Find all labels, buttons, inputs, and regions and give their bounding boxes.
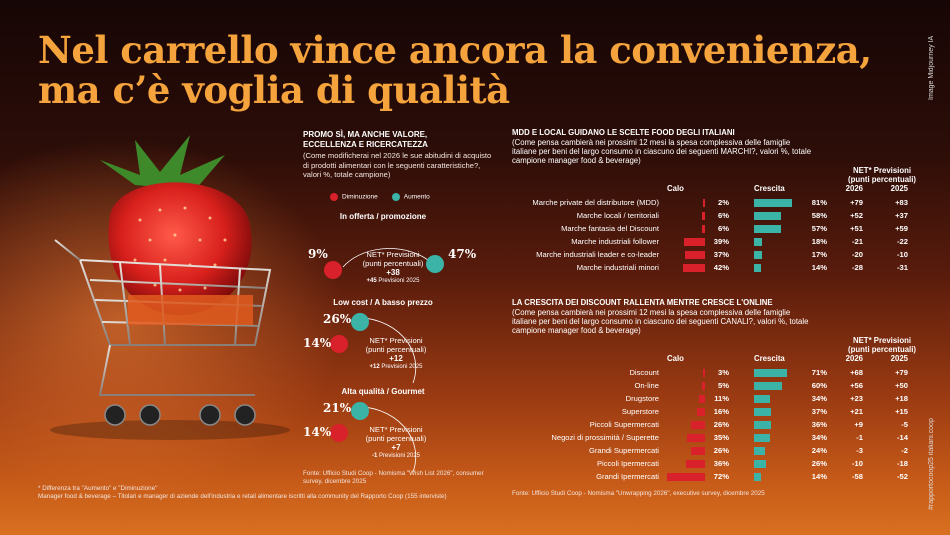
down-percent: 14% <box>303 425 332 439</box>
calo-value: 26% <box>713 446 729 455</box>
chart-title: MDD E LOCAL GUIDANO LE SCELTE FOOD DEGLI ITALIANI <box>512 128 735 137</box>
calo-bar <box>691 421 705 429</box>
row-label: Marche locali / territoriali <box>576 211 659 220</box>
crescita-value: 26% <box>811 459 827 468</box>
net-label: NET* Previsioni (punti percentuali) <box>365 425 427 443</box>
calo-bar <box>702 382 705 390</box>
row-label: Discount <box>629 368 659 377</box>
crescita-value: 71% <box>811 368 827 377</box>
promo-dial <box>303 387 493 477</box>
net-2025-value: +79 <box>895 368 908 377</box>
promo-dial <box>303 298 493 388</box>
table-row <box>512 222 922 235</box>
crescita-bar <box>754 238 762 246</box>
calo-value: 72% <box>713 472 729 481</box>
crescita-bar <box>754 473 761 481</box>
dial-label: In offerta / promozione <box>339 212 427 221</box>
calo-bar-track <box>667 212 705 220</box>
calo-bar <box>703 369 705 377</box>
table-row <box>512 392 922 405</box>
crescita-value: 37% <box>811 407 827 416</box>
legend-up: Aumento <box>392 193 430 201</box>
crescita-value: 17% <box>811 250 827 259</box>
crescita-value: 14% <box>811 263 827 272</box>
net-2025-value: -10 <box>897 250 908 259</box>
net-subtitle: (punti percentuali) <box>847 175 916 184</box>
net-2026-value: +51 <box>850 224 863 233</box>
table-row <box>512 196 922 209</box>
net-2026-value: +79 <box>850 198 863 207</box>
net-2026-value: +68 <box>850 368 863 377</box>
net-2026-value: +52 <box>850 211 863 220</box>
legend-down: Diminuzione <box>330 193 378 201</box>
calo-bar-track <box>667 460 705 468</box>
promo-legend <box>330 193 430 201</box>
calo-bar-track <box>667 238 705 246</box>
promo-source: Fonte: Ufficio Studi Coop - Nomisma "Wish List 2026", consumer survey, dicembre 2025 <box>303 470 484 485</box>
crescita-header: Crescita <box>754 354 785 363</box>
down-percent: 14% <box>303 336 332 350</box>
year-2026-header: 2026 <box>845 184 863 193</box>
crescita-value: 81% <box>811 198 827 207</box>
row-label: Marche fantasia del Discount <box>561 224 659 233</box>
crescita-bar <box>754 199 792 207</box>
calo-value: 37% <box>713 250 729 259</box>
page-title: Nel carrello vince ancora la convenienza, ma c’è voglia di qualità <box>38 28 872 112</box>
calo-value: 6% <box>718 224 729 233</box>
strawberry-cart-illustration <box>40 130 300 450</box>
crescita-value: 14% <box>811 472 827 481</box>
table-row <box>512 209 922 222</box>
calo-bar <box>691 447 705 455</box>
calo-value: 16% <box>713 407 729 416</box>
calo-value: 3% <box>718 368 729 377</box>
chart-title: LA CRESCITA DEI DISCOUNT RALLENTA MENTRE CRESCE L'ONLINE <box>512 298 773 307</box>
row-label: Superstore <box>621 407 659 416</box>
calo-bar <box>686 460 705 468</box>
up-percent: 21% <box>323 401 352 415</box>
net-label: NET* Previsioni (punti percentuali) <box>362 250 424 268</box>
chart-subtitle: (Come pensa cambierà nei prossimi 12 mesi la spesa complessiva delle famiglie italiane per beni del largo consumo in ciascuno dei seguenti CANALI?, valori %, totale campione manager food & beverage) <box>512 308 809 335</box>
net-2026-value: +56 <box>850 381 863 390</box>
dial-label: Alta qualità / Gourmet <box>341 387 425 396</box>
net-2026-value: +21 <box>850 407 863 416</box>
net-2026-value: -3 <box>856 446 863 455</box>
side-brand: #rapportocoop25 italiani.coop <box>928 418 935 510</box>
crescita-value: 57% <box>811 224 827 233</box>
calo-bar <box>685 251 705 259</box>
promo-section-header: PROMO SÌ, MA ANCHE VALORE, ECCELLENZA E RICERCATEZZA (Come modificherai nel 2026 le sue abitudini di acquisto di prodotti alimentari con le seguenti caratteristiche?, valori %, totale campione) <box>303 130 492 179</box>
row-label: Marche private del distributore (MDD) <box>532 198 659 207</box>
crescita-value: 34% <box>811 433 827 442</box>
calo-bar <box>697 408 705 416</box>
crescita-bar <box>754 251 762 259</box>
net-2025-value: -31 <box>897 263 908 272</box>
calo-value: 26% <box>713 420 729 429</box>
net-previous: +12 Previsioni 2025 <box>369 364 423 370</box>
net-2025-value: +15 <box>895 407 908 416</box>
calo-header: Calo <box>667 354 684 363</box>
image-credit: Image Midjourney IA <box>928 35 935 100</box>
crescita-bar <box>754 212 781 220</box>
calo-bar-track <box>667 408 705 416</box>
crescita-value: 18% <box>811 237 827 246</box>
crescita-bar <box>754 225 781 233</box>
calo-bar-track <box>667 473 705 481</box>
row-label: Negozi di prossimità / Superette <box>551 433 659 442</box>
down-dot <box>324 261 342 279</box>
up-dot <box>351 313 369 331</box>
crescita-value: 34% <box>811 394 827 403</box>
up-dot <box>351 402 369 420</box>
channels-chart <box>512 298 922 488</box>
row-label: On-line <box>634 381 659 390</box>
net-2026-value: -28 <box>852 263 863 272</box>
row-label: Grandi Supermercati <box>588 446 659 455</box>
calo-bar-track <box>667 434 705 442</box>
net-2025-value: -2 <box>901 446 908 455</box>
crescita-bar <box>754 264 761 272</box>
net-2025-value: -5 <box>901 420 908 429</box>
table-row <box>512 431 922 444</box>
table-row <box>512 457 922 470</box>
net-value: +12 <box>389 354 403 363</box>
table-row <box>512 444 922 457</box>
calo-bar-track <box>667 382 705 390</box>
up-percent: 47% <box>448 247 477 261</box>
footnote: * Differenza tra "Aumento" e "Diminuzione" Manager food & beverage – Titolari e manager di aziende dell'industria e retail alimentare iscritti alla community del Rapporto Coop (155 interviste) <box>38 485 447 500</box>
calo-bar <box>667 473 705 481</box>
table-row <box>512 418 922 431</box>
net-2026-value: -21 <box>852 237 863 246</box>
calo-bar-track <box>667 251 705 259</box>
calo-bar-track <box>667 421 705 429</box>
calo-bar-track <box>667 264 705 272</box>
crescita-bar <box>754 447 765 455</box>
calo-value: 35% <box>713 433 729 442</box>
crescita-bar <box>754 460 766 468</box>
row-label: Piccoli Ipermercati <box>596 459 659 468</box>
down-dot <box>330 335 348 353</box>
net-2025-value: +50 <box>895 381 908 390</box>
down-percent: 9% <box>308 247 328 261</box>
calo-bar-track <box>667 447 705 455</box>
calo-bar-track <box>667 369 705 377</box>
up-percent: 26% <box>323 312 352 326</box>
net-previous: -1 Previsioni 2025 <box>371 453 421 459</box>
row-label: Piccoli Supermercati <box>589 420 659 429</box>
calo-bar-track <box>667 225 705 233</box>
net-title: NET* Previsioni <box>852 336 912 345</box>
crescita-value: 60% <box>811 381 827 390</box>
dial-label: Low cost / A basso prezzo <box>333 298 433 307</box>
net-2026-value: +23 <box>850 394 863 403</box>
calo-bar <box>699 395 705 403</box>
calo-bar <box>702 225 705 233</box>
net-2025-value: -18 <box>897 459 908 468</box>
crescita-value: 36% <box>811 420 827 429</box>
calo-value: 36% <box>713 459 729 468</box>
net-value: +38 <box>386 268 400 277</box>
table-row <box>512 235 922 248</box>
calo-header: Calo <box>667 184 684 193</box>
crescita-bar <box>754 421 771 429</box>
year-2026-header: 2026 <box>845 354 863 363</box>
brands-chart <box>512 128 922 278</box>
table-row <box>512 366 922 379</box>
net-2026-value: -1 <box>856 433 863 442</box>
calo-bar <box>683 264 705 272</box>
crescita-bar <box>754 369 787 377</box>
net-2025-value: +37 <box>895 211 908 220</box>
calo-bar-track <box>667 199 705 207</box>
net-2026-value: +9 <box>854 420 863 429</box>
calo-value: 5% <box>718 381 729 390</box>
year-2025-header: 2025 <box>890 184 908 193</box>
row-label: Grandi Ipermercati <box>596 472 659 481</box>
net-value: +7 <box>391 443 401 452</box>
net-2025-value: +83 <box>895 198 908 207</box>
net-subtitle: (punti percentuali) <box>847 345 916 354</box>
net-previous: +45 Previsioni 2025 <box>366 278 420 284</box>
table-row <box>512 470 922 483</box>
row-label: Drugstore <box>625 394 659 403</box>
calo-value: 42% <box>713 263 729 272</box>
calo-value: 11% <box>714 394 729 403</box>
calo-value: 39% <box>713 237 729 246</box>
calo-value: 2% <box>718 198 729 207</box>
year-2025-header: 2025 <box>890 354 908 363</box>
net-2025-value: +59 <box>895 224 908 233</box>
net-2025-value: -14 <box>897 433 908 442</box>
net-2026-value: -20 <box>852 250 863 259</box>
row-label: Marche industriali leader e co-leader <box>536 250 659 259</box>
crescita-bar <box>754 408 771 416</box>
row-label: Marche industriali follower <box>571 237 659 246</box>
crescita-bar <box>754 395 770 403</box>
crescita-header: Crescita <box>754 184 785 193</box>
table-row <box>512 261 922 274</box>
calo-bar <box>684 238 705 246</box>
table-row <box>512 379 922 392</box>
crescita-bar <box>754 382 782 390</box>
net-2026-value: -10 <box>852 459 863 468</box>
net-2026-value: -58 <box>852 472 863 481</box>
calo-bar <box>703 199 705 207</box>
calo-value: 6% <box>718 211 729 220</box>
crescita-value: 58% <box>811 211 827 220</box>
table-row <box>512 248 922 261</box>
promo-dial <box>303 212 493 302</box>
net-title: NET* Previsioni <box>852 166 912 175</box>
channels-source: Fonte: Ufficio Studi Coop - Nomisma "Unwrapping 2026", executive survey, dicembre 2025 <box>512 490 765 497</box>
calo-bar <box>702 212 705 220</box>
calo-bar <box>687 434 705 442</box>
net-2025-value: -22 <box>897 237 908 246</box>
calo-bar-track <box>667 395 705 403</box>
down-dot <box>330 424 348 442</box>
net-2025-value: -52 <box>897 472 908 481</box>
net-2025-value: +18 <box>895 394 908 403</box>
net-label: NET* Previsioni (punti percentuali) <box>365 336 427 354</box>
chart-subtitle: (Come pensa cambierà nei prossimi 12 mesi la spesa complessiva delle famiglie italiane per beni del largo consumo in ciascuno dei seguenti MARCHI?, valori %, totale campione manager food & beverage) <box>512 138 812 165</box>
row-label: Marche industriali minori <box>576 263 659 272</box>
table-row <box>512 405 922 418</box>
crescita-bar <box>754 434 770 442</box>
crescita-value: 24% <box>811 446 827 455</box>
